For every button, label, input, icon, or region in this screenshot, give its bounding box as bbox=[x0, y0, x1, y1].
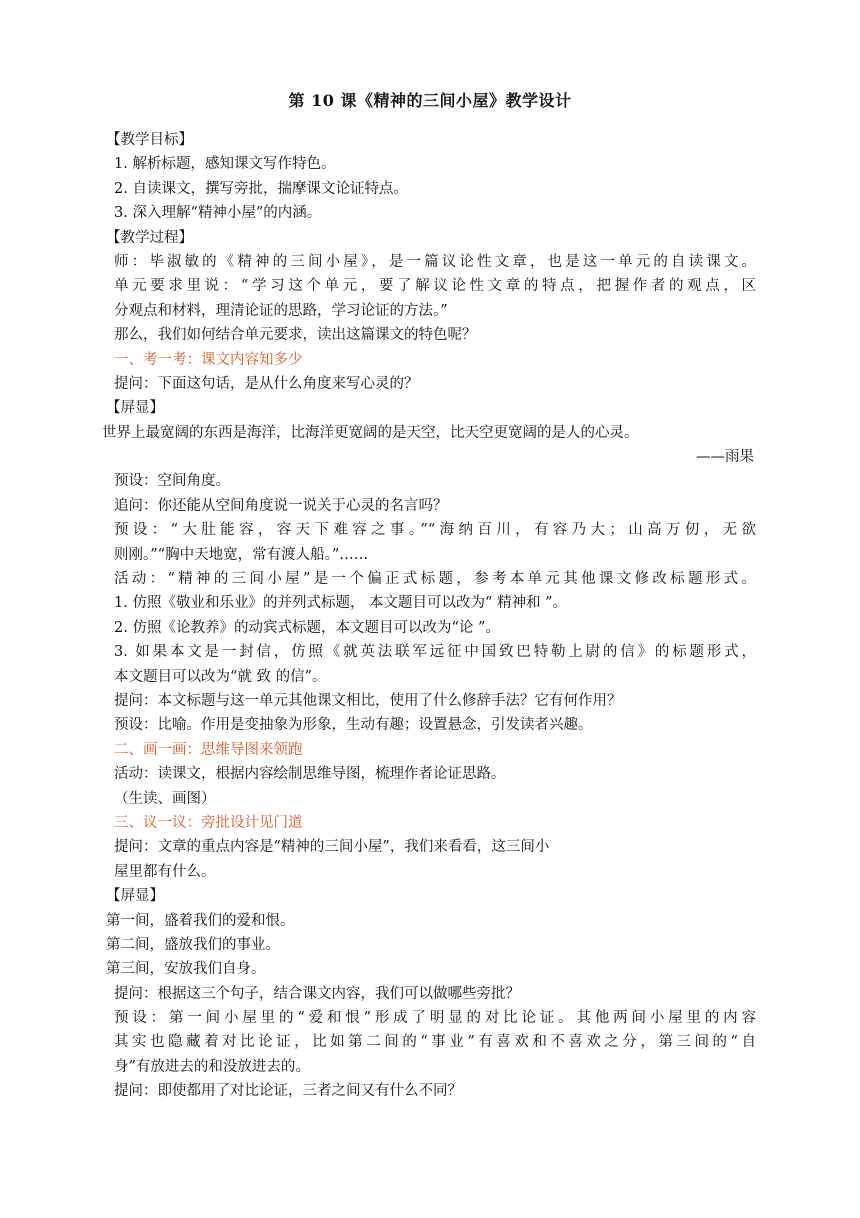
text-line: 【教学过程】 bbox=[106, 229, 193, 246]
text-line: 提问：文章的重点内容是“精神的三间小屋”，我们来看看，这三间小 bbox=[114, 839, 550, 856]
text-line: 1. 仿照《敬业和乐业》的并列式标题， 本文题目可以改为“ 精神和 ”。 bbox=[114, 595, 568, 612]
text-line: 1. 解析标题，感知课文写作特色。 bbox=[114, 156, 336, 173]
text-line: 【教学目标】 bbox=[106, 132, 193, 148]
text-line: 3. 如果本文是一封信，仿照《就英法联军远征中国致巴特勒上尉的信》的标题形式， bbox=[114, 644, 756, 661]
section-heading: 二、画一画：思维导图来领跑 bbox=[114, 741, 303, 758]
text-line: 师：毕淑敏的《精神的三间小屋》，是一篇议论性文章，也是这一单元的自读课文。 bbox=[114, 253, 756, 270]
text-line: 第三间，安放我们自身。 bbox=[106, 961, 266, 978]
document-body bbox=[102, 128, 756, 1104]
text-line: 其实也隐藏着对比论证，比如第二间的“事业”有喜欢和不喜欢之分，第三间的“自 bbox=[114, 1034, 756, 1051]
text-line: 屋里都有什么。 bbox=[114, 863, 216, 880]
document-title: 第 10 课《精神的三间小屋》教学设计 bbox=[288, 91, 572, 110]
section-heading: 三、议一议：旁批设计见门道 bbox=[114, 814, 303, 831]
text-line: 提问：即使都用了对比论证，三者之间又有什么不同？ bbox=[114, 1083, 462, 1100]
text-line: 预设：第一间小屋里的“爱和恨”形成了明显的对比论证。其他两间小屋里的内容 bbox=[114, 1010, 756, 1027]
text-line: 2. 自读课文，撰写旁批，揣摩课文论证特点。 bbox=[114, 180, 408, 197]
text-line: 预设：空间角度。 bbox=[114, 473, 230, 490]
text-line: 分观点和材料，理清论证的思路，学习论证的方法。” bbox=[114, 302, 448, 319]
text-line: 3. 深入理解“精神小屋”的内涵。 bbox=[114, 205, 322, 222]
text-line: 【屏显】 bbox=[106, 400, 164, 417]
text-line: 提问：本文标题与这一单元其他课文相比，使用了什么修辞手法？它有何作用？ bbox=[114, 692, 622, 709]
text-line: 提问：下面这句话，是从什么角度来写心灵的？ bbox=[114, 375, 419, 392]
text-line: 本文题目可以改为“就 致 的信”。 bbox=[114, 668, 327, 685]
text-line: 【屏显】 bbox=[106, 888, 164, 905]
text-line: 预设：比喻。作用是变抽象为形象，生动有趣；设置悬念，引发读者兴趣。 bbox=[114, 717, 593, 734]
text-line: 活动：读课文，根据内容绘制思维导图，梳理作者论证思路。 bbox=[114, 766, 506, 783]
text-line: 则刚。”“胸中天地宽，常有渡人船。”…… bbox=[114, 546, 369, 563]
text-line: 提问：根据这三个句子，结合课文内容，我们可以做哪些旁批？ bbox=[114, 985, 520, 1002]
section-heading: 一、考一考：课文内容知多少 bbox=[114, 351, 303, 368]
text-line: 第二间，盛放我们的事业。 bbox=[106, 936, 280, 953]
text-line: ——雨果 bbox=[696, 449, 754, 466]
text-line: 活动：“精神的三间小屋”是一个偏正式标题，参考本单元其他课文修改标题形式。 bbox=[114, 571, 756, 588]
text-line: 身”有放进去的和没放进去的。 bbox=[114, 1058, 310, 1075]
text-line: 2. 仿照《论教养》的动宾式标题，本文题目可以改为“论 ”。 bbox=[114, 619, 500, 636]
text-line: 预设：“大肚能容，容天下难容之事。”“海纳百川，有容乃大；山高万仞，无欲 bbox=[114, 522, 756, 539]
text-line: 世界上最宽阔的东西是海洋，比海洋更宽阔的是天空，比天空更宽阔的是人的心灵。 bbox=[102, 424, 639, 441]
text-line: 那么，我们如何结合单元要求，读出这篇课文的特色呢？ bbox=[114, 327, 477, 344]
text-line: （生读、画图） bbox=[114, 790, 216, 807]
text-line: 追问：你还能从空间角度说一说关于心灵的名言吗？ bbox=[114, 497, 448, 514]
text-line: 单元要求里说：“学习这个单元，要了解议论性文章的特点，把握作者的观点，区 bbox=[114, 278, 756, 295]
text-line: 第一间，盛着我们的爱和恨。 bbox=[106, 912, 295, 929]
